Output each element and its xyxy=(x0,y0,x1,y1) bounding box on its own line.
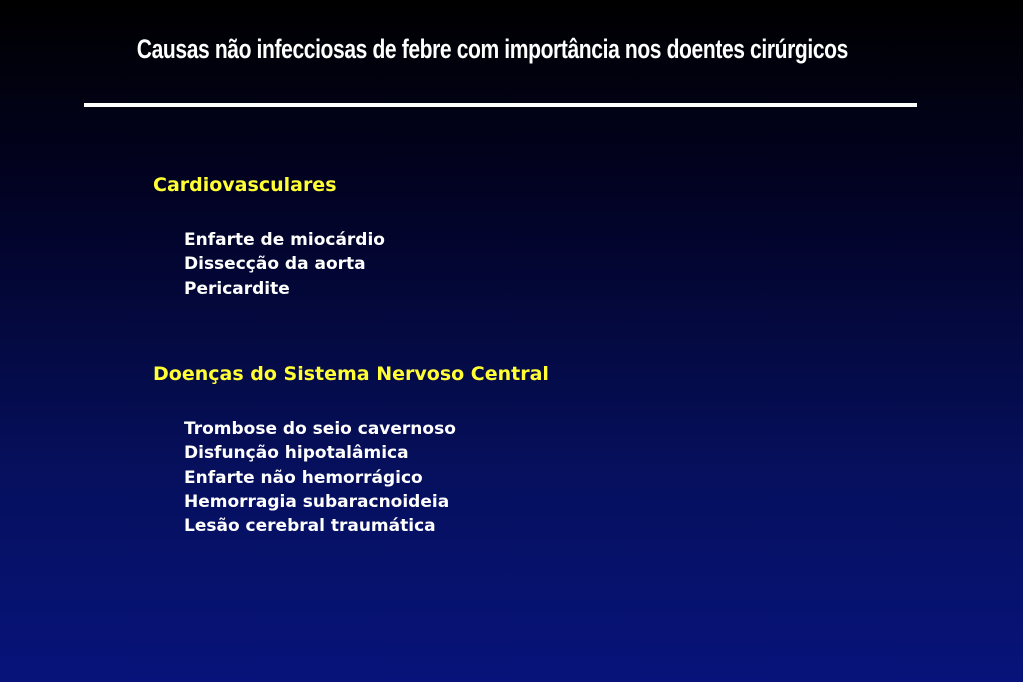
list-item: Enfarte de miocárdio xyxy=(184,230,385,250)
list-item: Lesão cerebral traumática xyxy=(184,516,436,537)
list-item: Pericardite xyxy=(184,278,290,299)
cns-list xyxy=(184,417,456,538)
list-item: Hemorragia subaracnoideia xyxy=(184,491,450,512)
list-item: Enfarte não hemorrágico xyxy=(184,467,423,488)
list-item: Dissecção da aorta xyxy=(184,254,366,275)
section-heading-cns: Doenças do Sistema Nervoso Central xyxy=(153,363,549,385)
list-item: Trombose do seio cavernoso xyxy=(184,419,456,439)
cardiovascular-list xyxy=(184,228,385,301)
slide-title: Causas não infecciosas de febre com importância nos doentes cirúrgicos xyxy=(136,34,848,64)
section-heading-cardiovascular: Cardiovasculares xyxy=(153,174,337,196)
list-item: Disfunção hipotalâmica xyxy=(184,443,409,464)
title-divider xyxy=(84,103,917,107)
